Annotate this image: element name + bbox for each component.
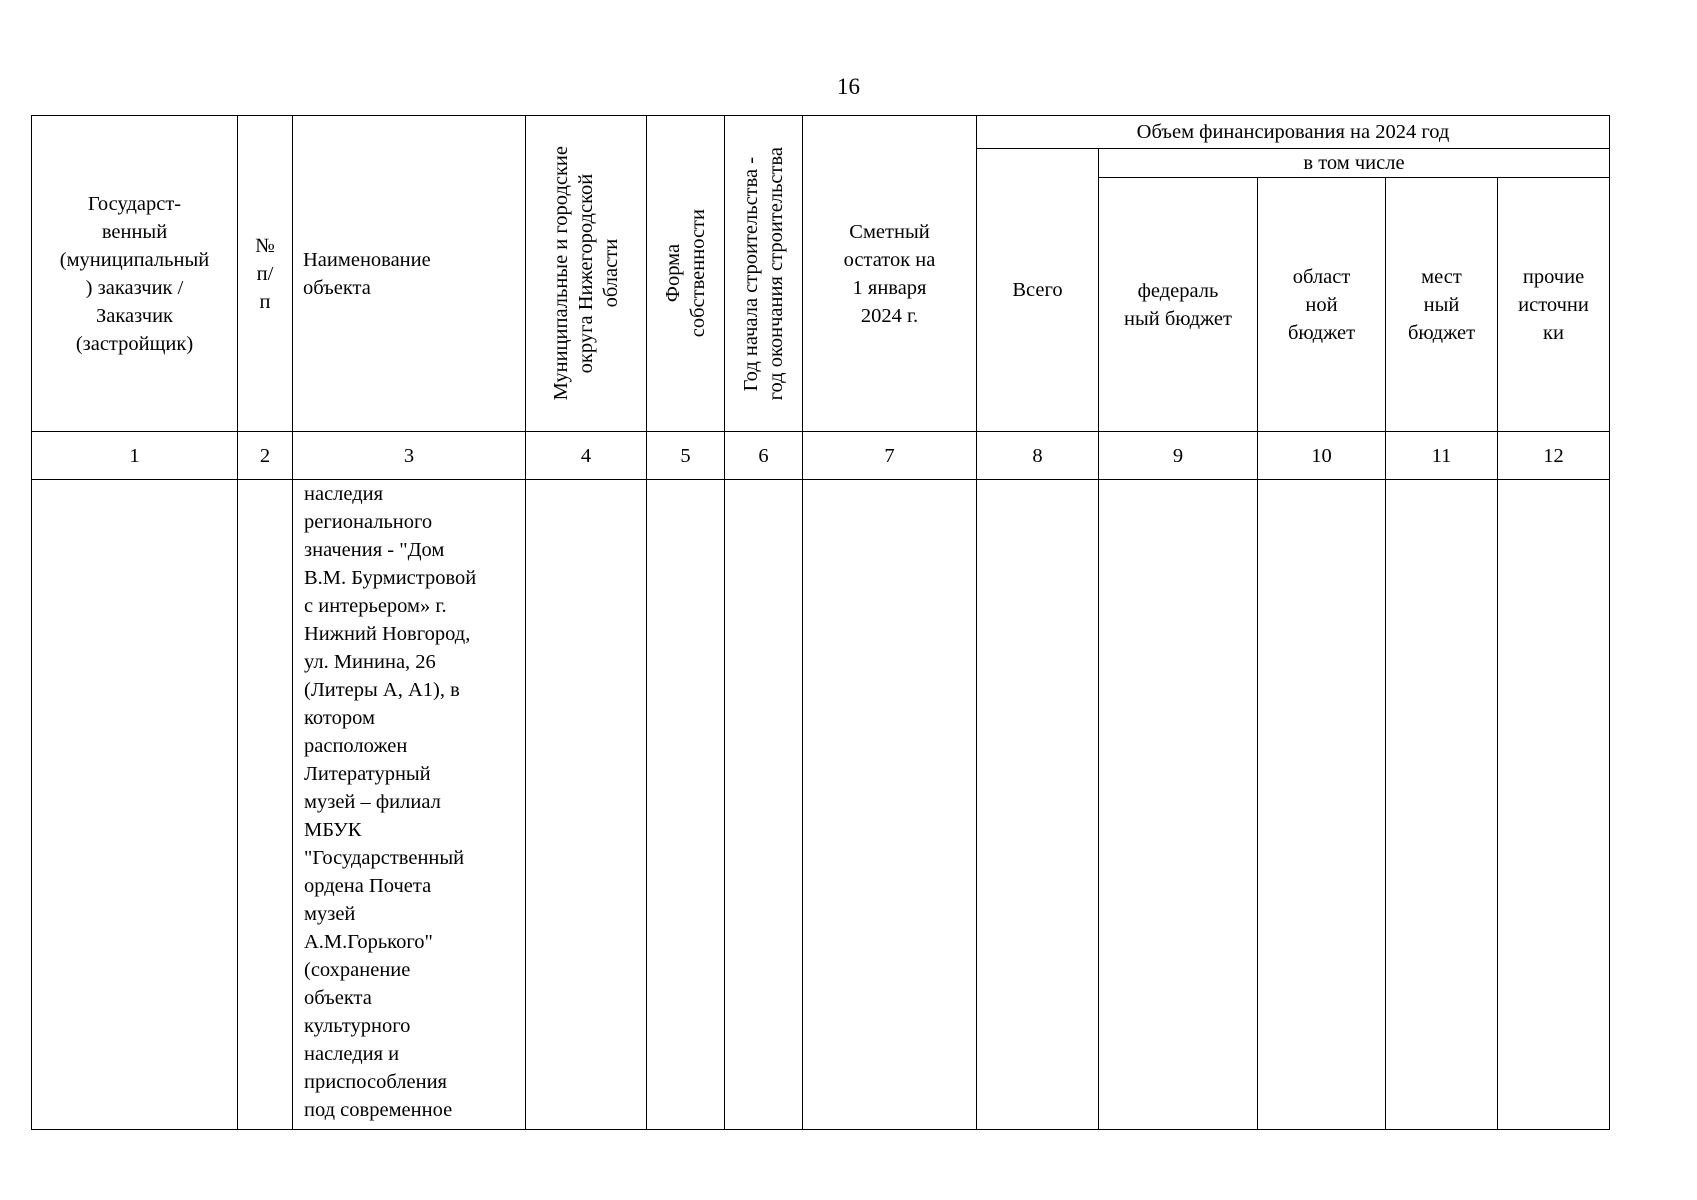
column-number: 2: [238, 432, 293, 480]
header-municipal-cell: [526, 116, 647, 432]
financing-table: [31, 115, 1610, 1130]
object-name-text: наследия регионального значения - "Дом В.М. Бурмистровой с интерьером» г. Нижний Новгород, ул. Минина, 26 (Литеры А, А1), в котором расположен Литературный музей – филиал МБУК "Государственный ордена Почета музей А.М.Горького" (сохранение объекта культурного наследия и приспособления под современное: [304, 483, 477, 1121]
header-years-cell: [725, 116, 803, 432]
header-ownership-cell: [647, 116, 725, 432]
column-number: 1: [32, 432, 238, 480]
table-cell: [526, 480, 647, 1130]
header-customer: Государст- венный (муниципальный ) заказчик / Заказчик (застройщик): [32, 116, 238, 432]
column-number: 5: [647, 432, 725, 480]
header-estimate: Сметный остаток на 1 января 2024 г.: [803, 116, 977, 432]
header-municipal: Муниципальные и городские округа Нижегородской области: [549, 146, 622, 401]
column-number: 3: [293, 432, 526, 480]
table-cell: [1099, 480, 1258, 1130]
header-years: Год начала строительства - год окончания строительства: [739, 146, 787, 401]
table-cell: [1498, 480, 1610, 1130]
table-cell: [1258, 480, 1386, 1130]
table-cell: [647, 480, 725, 1130]
column-number: 9: [1099, 432, 1258, 480]
table-cell: [725, 480, 803, 1130]
header-funding-volume: Объем финансирования на 2024 год: [977, 116, 1610, 149]
column-number: 6: [725, 432, 803, 480]
header-total: Всего: [977, 149, 1099, 432]
table-cell: [238, 480, 293, 1130]
table-cell: [1386, 480, 1498, 1130]
header-number: № п/ п: [238, 116, 293, 432]
column-number: 11: [1386, 432, 1498, 480]
header-local: мест ный бюджет: [1386, 178, 1498, 432]
header-federal: федераль ный бюджет: [1099, 178, 1258, 432]
table-cell: [977, 480, 1099, 1130]
table-cell: [32, 480, 238, 1130]
page-number: 16: [837, 74, 860, 99]
header-including: в том числе: [1099, 149, 1610, 178]
column-number: 7: [803, 432, 977, 480]
table-cell: [803, 480, 977, 1130]
header-object-name: Наименование объекта: [293, 116, 526, 432]
object-name-cell: [293, 480, 526, 1130]
column-number: 8: [977, 432, 1099, 480]
column-number: 12: [1498, 432, 1610, 480]
header-regional: област ной бюджет: [1258, 178, 1386, 432]
header-other: прочие источни ки: [1498, 178, 1610, 432]
column-number: 10: [1258, 432, 1386, 480]
column-number: 4: [526, 432, 647, 480]
header-ownership: Форма собственности: [661, 209, 709, 338]
